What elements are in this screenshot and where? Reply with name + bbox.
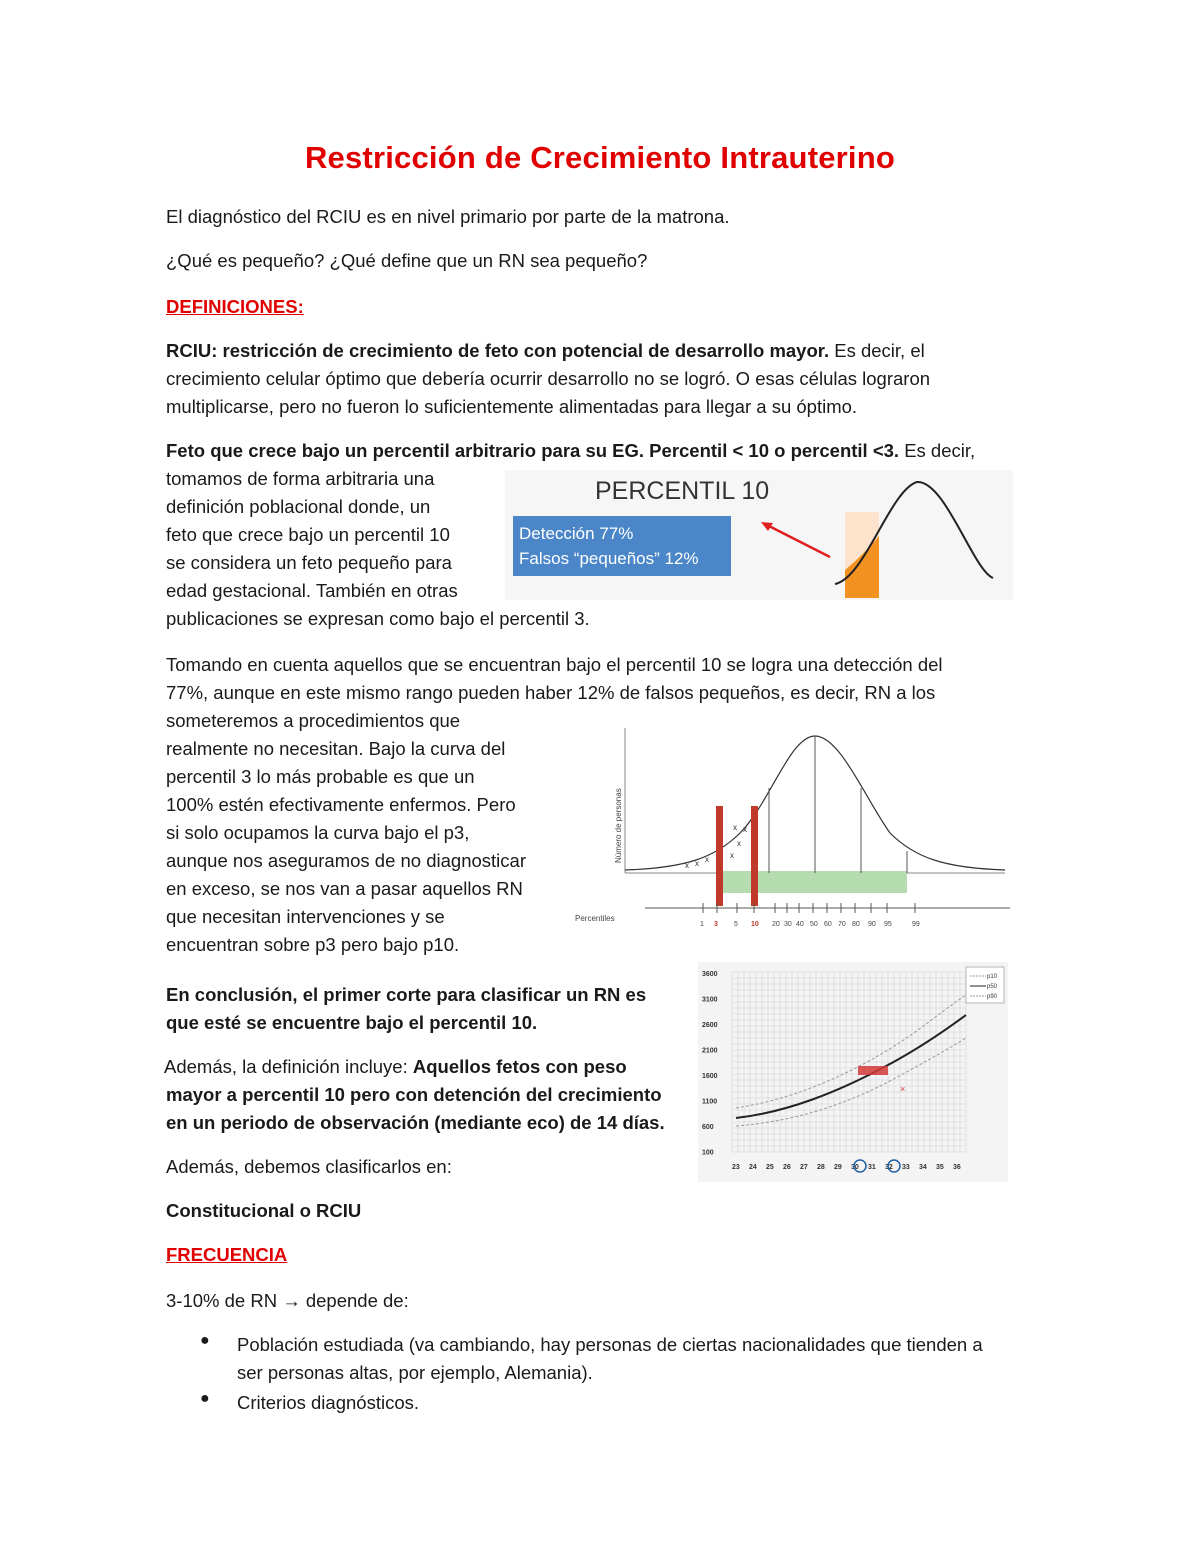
percentile-tick-label: 5	[734, 921, 738, 928]
p3-bar	[716, 806, 723, 906]
figure2-y-label: Número de personas	[614, 788, 623, 863]
percentile-distribution-figure	[565, 718, 1017, 938]
bullet-dot-1: ●	[200, 1332, 210, 1349]
clasificar-line: Además, debemos clasificarlos en:	[166, 1156, 452, 1177]
rciu-bold: RCIU: restricción de crecimiento de feto con potencial de desarrollo mayor.	[166, 340, 830, 361]
feto-rest: Es decir,	[899, 440, 976, 461]
feto-line-5: se considera un feto pequeño para	[166, 552, 452, 573]
rciu-line-3: multiplicarse, pero no fueron lo suficientemente alimentadas para llegar a su óptimo.	[166, 396, 858, 417]
y-tick-label: 600	[702, 1124, 714, 1131]
y-tick-label: 100	[702, 1149, 714, 1157]
feto-line-6: edad gestacional. También en otras	[166, 580, 458, 601]
feto-line-3: definición poblacional donde, un	[166, 496, 431, 517]
ademas-line-3: en un periodo de observación (mediante eco) de 14 días.	[166, 1112, 665, 1133]
intro-line-1: El diagnóstico del RCIU es en nivel primario por parte de la matrona.	[166, 206, 730, 227]
heading-frecuencia: FRECUENCIA	[166, 1244, 288, 1265]
false-small-line: Falsos “pequeños” 12%	[519, 549, 699, 568]
point-2: x	[695, 859, 699, 868]
percentile-tick-label: 1	[700, 921, 704, 928]
measurement-marker	[858, 1066, 888, 1075]
feto-line-4: feto que crece bajo un percentil 10	[166, 524, 450, 545]
y-tick-label: 2600	[702, 1022, 718, 1029]
tomando-line-4: realmente no necesitan. Bajo la curva del	[166, 738, 506, 759]
outlier-point: ×	[900, 1084, 906, 1094]
x-tick-label: 26	[783, 1164, 791, 1171]
percentile-tick-label: 99	[912, 921, 920, 928]
feto-line-2: tomamos de forma arbitraria una	[166, 468, 435, 489]
tomando-line-2: 77%, aunque en este mismo rango pueden haber 12% de falsos pequeños, es decir, RN a los	[166, 682, 936, 703]
x-tick-label: 35	[936, 1164, 944, 1171]
figure2-background	[565, 718, 1017, 938]
bullet-dot-2: ●	[200, 1390, 210, 1407]
figure3-background	[698, 962, 1008, 1182]
y-tick-label: 1100	[702, 1098, 718, 1106]
p10-bar	[751, 806, 758, 906]
x-tick-label: 33	[902, 1164, 910, 1171]
tomando-line-5: percentil 3 lo más probable es que un	[166, 766, 475, 787]
freq-post: depende de:	[300, 1290, 409, 1311]
bullet-1-line-1: Población estudiada (va cambiando, hay personas de ciertas nacionalidades que tienden a	[237, 1334, 983, 1355]
x-tick-label: 29	[834, 1164, 842, 1171]
feto-line-7: publicaciones se expresan como bajo el percentil 3.	[166, 608, 590, 629]
x-tick-label: 28	[817, 1164, 825, 1171]
percentile-tick-label: 30	[784, 921, 792, 928]
heading-definiciones: DEFINICIONES:	[166, 296, 304, 317]
tomando-line-9: en exceso, se nos van a pasar aquellos RN	[166, 878, 523, 899]
tomando-line-8: aunque nos aseguramos de no diagnosticar	[166, 850, 526, 871]
percentile-tick-label: 50	[810, 921, 818, 928]
figure2-x-label: Percentiles	[575, 914, 615, 923]
y-tick-label: 3600	[702, 971, 718, 978]
intro-line-2: ¿Qué es pequeño? ¿Qué define que un RN sea pequeño?	[166, 250, 648, 271]
percentile-tick-label: 60	[824, 921, 832, 928]
legend-label: p50	[987, 984, 998, 990]
x-tick-label: 23	[732, 1164, 740, 1171]
percentil-10-figure	[505, 470, 1013, 600]
bullet-2-line-1: Criterios diagnósticos.	[237, 1392, 419, 1413]
point-3: x	[705, 855, 709, 864]
percentile-tick-label: 95	[884, 921, 892, 928]
point-5: x	[737, 839, 741, 848]
arrow-right-icon: →	[282, 1290, 301, 1311]
percentile-tick-label: 80	[852, 921, 860, 928]
bullet-1-line-2: ser personas altas, por ejemplo, Alemania).	[237, 1362, 593, 1383]
ademas-line-1	[164, 1052, 627, 1081]
percentile-tick-label: 90	[868, 921, 876, 928]
percentile-tick-label: 3	[714, 921, 718, 928]
rciu-line-1	[166, 336, 925, 365]
percentile-tick-label: 70	[838, 921, 846, 928]
conclusion-line-1: En conclusión, el primer corte para clasificar un RN es	[166, 984, 647, 1005]
growth-chart-figure	[698, 962, 1008, 1182]
y-tick-label: 1600	[702, 1073, 718, 1080]
x-tick-label: 25	[766, 1164, 774, 1171]
x-tick-label: 24	[749, 1164, 757, 1171]
tomando-line-6: 100% estén efectivamente enfermos. Pero	[166, 794, 516, 815]
green-band	[721, 871, 907, 893]
tomando-line-10: que necesitan intervenciones y se	[166, 906, 445, 927]
x-tick-label: 31	[868, 1164, 876, 1171]
frecuencia-line	[166, 1286, 409, 1315]
percentile-tick-label: 40	[796, 921, 804, 928]
y-tick-label: 3100	[702, 996, 718, 1004]
x-tick-label: 36	[953, 1164, 961, 1171]
feto-line-1	[166, 436, 975, 465]
point-4: x	[730, 851, 734, 860]
y-tick-label: 2100	[702, 1047, 718, 1055]
x-tick-label: 34	[919, 1164, 927, 1171]
legend-label: p90	[987, 994, 998, 1000]
figure1-heading: PERCENTIL 10	[595, 477, 770, 505]
ademas-bold: Aquellos fetos con peso	[412, 1056, 627, 1077]
percentile-tick-label: 20	[772, 921, 780, 928]
tomando-line-1: Tomando en cuenta aquellos que se encuentran bajo el percentil 10 se logra una detección del	[166, 654, 943, 675]
feto-bold: Feto que crece bajo un percentil arbitrario para su EG. Percentil < 10 o percentil <3.	[166, 440, 900, 461]
tomando-line-11: encuentran sobre p3 pero bajo p10.	[166, 934, 460, 955]
legend-label: p10	[987, 974, 998, 980]
ademas-plain: Además, la definición incluye:	[164, 1056, 413, 1077]
rciu-rest: Es decir, el	[829, 340, 925, 361]
page-title: Restricción de Crecimiento Intrauterino	[304, 140, 896, 175]
point-1: x	[685, 861, 689, 870]
constitucional-line: Constitucional o RCIU	[166, 1200, 362, 1221]
x-tick-label: 32	[885, 1164, 893, 1171]
ademas-line-2: mayor a percentil 10 pero con detención del crecimiento	[166, 1084, 662, 1105]
conclusion-line-2: que esté se encuentre bajo el percentil 10.	[166, 1012, 538, 1033]
detection-line: Detección 77%	[519, 524, 634, 543]
tomando-line-3: someteremos a procedimientos que	[166, 710, 461, 731]
percentile-tick-label: 10	[751, 921, 759, 928]
x-tick-label: 30	[851, 1164, 859, 1171]
point-7: x	[733, 823, 737, 832]
growth-chart-legend	[966, 967, 1004, 1003]
point-6: x	[743, 825, 747, 834]
tomando-line-7: si solo ocupamos la curva bajo el p3,	[166, 822, 470, 843]
rciu-line-2: crecimiento celular óptimo que debería ocurrir desarrollo no se logró. O esas células lograron	[166, 368, 931, 389]
freq-pre: 3-10% de RN	[166, 1290, 283, 1311]
x-tick-label: 27	[800, 1164, 808, 1171]
